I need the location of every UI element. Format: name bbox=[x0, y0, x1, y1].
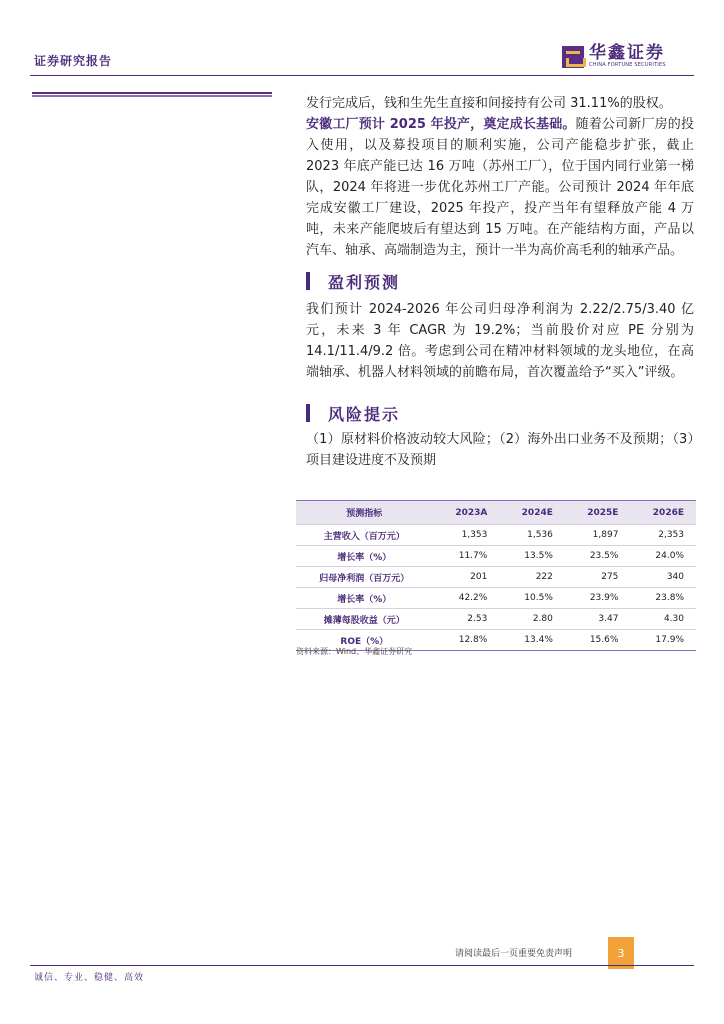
table-cell: 1,897 bbox=[565, 525, 631, 546]
table-cell: 增长率（%） bbox=[296, 588, 433, 609]
table-cell: 24.0% bbox=[630, 546, 696, 567]
table-cell: 275 bbox=[565, 567, 631, 588]
table-cell: 4.30 bbox=[630, 609, 696, 630]
table-cell: 12.8% bbox=[433, 630, 500, 651]
forecast-table bbox=[296, 500, 696, 651]
paragraph-shareholding: 发行完成后，钱和生先生直接和间接持有公司 31.11%的股权。 bbox=[306, 96, 672, 111]
section-forecast-heading bbox=[306, 269, 694, 293]
header-divider bbox=[30, 75, 694, 76]
table-row bbox=[296, 609, 696, 630]
left-column-bar bbox=[32, 92, 272, 97]
disclaimer-note: 请阅读最后一页重要免责声明 bbox=[455, 949, 573, 959]
logo-name-en: CHINA FORTUNE SECURITIES bbox=[589, 62, 666, 68]
table-cell: 摊薄每股收益（元） bbox=[296, 609, 433, 630]
table-cell: 1,353 bbox=[433, 525, 500, 546]
table-cell: 13.5% bbox=[499, 546, 565, 567]
table-cell: 340 bbox=[630, 567, 696, 588]
table-cell: 10.5% bbox=[499, 588, 565, 609]
paragraph-forecast: 我们预计 2024-2026 年公司归母净利润为 2.22/2.75/3.40 亿元，未来 3 年 CAGR 为 19.2%；当前股价对应 PE 分别为 14.1/11.4/9.2 倍。考虑到公司在精冲材料领域的龙头地位，在高端轴承、机器人材料领域的前瞻布局，首次覆盖给予“买入”评级。 bbox=[306, 302, 694, 380]
table-cell: 23.8% bbox=[630, 588, 696, 609]
table-cell: 13.4% bbox=[499, 630, 565, 651]
table-row bbox=[296, 567, 696, 588]
table-cell: 增长率（%） bbox=[296, 546, 433, 567]
table-cell: 17.9% bbox=[630, 630, 696, 651]
table-header-cell: 2026E bbox=[630, 501, 696, 525]
table-cell: 23.9% bbox=[565, 588, 631, 609]
main-content bbox=[306, 93, 694, 471]
table-header-row bbox=[296, 501, 696, 525]
table-cell: 2,353 bbox=[630, 525, 696, 546]
paragraph-capacity-highlight: 安徽工厂预计 2025 年投产，奠定成长基础。 bbox=[306, 117, 576, 132]
footer-slogan: 诚信、专业、稳健、高效 bbox=[34, 973, 145, 983]
logo-mark-icon bbox=[562, 46, 584, 68]
table-cell: 归母净利润（百万元） bbox=[296, 567, 433, 588]
paragraph-risk: （1）原材料价格波动较大风险；（2）海外出口业务不及预期；（3）项目建设进度不及预期 bbox=[306, 432, 694, 468]
table-header-cell: 2025E bbox=[565, 501, 631, 525]
footer-divider bbox=[30, 965, 694, 966]
table-cell: 2.53 bbox=[433, 609, 500, 630]
table-header-cell: 预测指标 bbox=[296, 501, 433, 525]
company-logo bbox=[562, 44, 666, 69]
paragraph-capacity-text: 随着公司新厂房的投入使用，以及募投项目的顺利实施，公司产能稳步扩张，截止 2023 年底产能已达 16 万吨（苏州工厂），位于国内同行业第一梯队，2024 年将进一步优化苏州工厂产能。公司预计 2024 年年底完成安徽工厂建设，2025 年投产，投产当年有望释放产能 4 万吨，未来产能爬坡后有望达到 15 万吨。在产能结构方面，产品以汽车、轴承、高端制造为主，预计一半为高价高毛利的轴承产品。 bbox=[306, 117, 694, 258]
table-cell: 42.2% bbox=[433, 588, 500, 609]
section-marker bbox=[306, 404, 310, 422]
section-risk-heading bbox=[306, 401, 694, 425]
table-cell: 3.47 bbox=[565, 609, 631, 630]
section-risk-title: 风险提示 bbox=[328, 404, 401, 424]
table-cell: 11.7% bbox=[433, 546, 500, 567]
page-number-badge: 3 bbox=[608, 937, 634, 969]
table-row bbox=[296, 588, 696, 609]
table-source-note: 资料来源：Wind、华鑫证券研究 bbox=[296, 647, 413, 656]
table-header-cell: 2024E bbox=[499, 501, 565, 525]
logo-name-cn: 华鑫证券 bbox=[589, 43, 665, 63]
table-row bbox=[296, 525, 696, 546]
section-marker bbox=[306, 272, 310, 290]
table-cell: 201 bbox=[433, 567, 500, 588]
section-forecast-title: 盈利预测 bbox=[328, 272, 401, 292]
table-cell: ROE（%） bbox=[296, 630, 433, 651]
table-cell: 主营收入（百万元） bbox=[296, 525, 433, 546]
table-cell: 222 bbox=[499, 567, 565, 588]
paragraph-capacity bbox=[306, 114, 694, 261]
table-header-cell: 2023A bbox=[433, 501, 500, 525]
report-label: 证券研究报告 bbox=[34, 54, 113, 68]
table-cell: 1,536 bbox=[499, 525, 565, 546]
table-cell: 15.6% bbox=[565, 630, 631, 651]
table-cell: 23.5% bbox=[565, 546, 631, 567]
table-cell: 2.80 bbox=[499, 609, 565, 630]
table-row bbox=[296, 546, 696, 567]
